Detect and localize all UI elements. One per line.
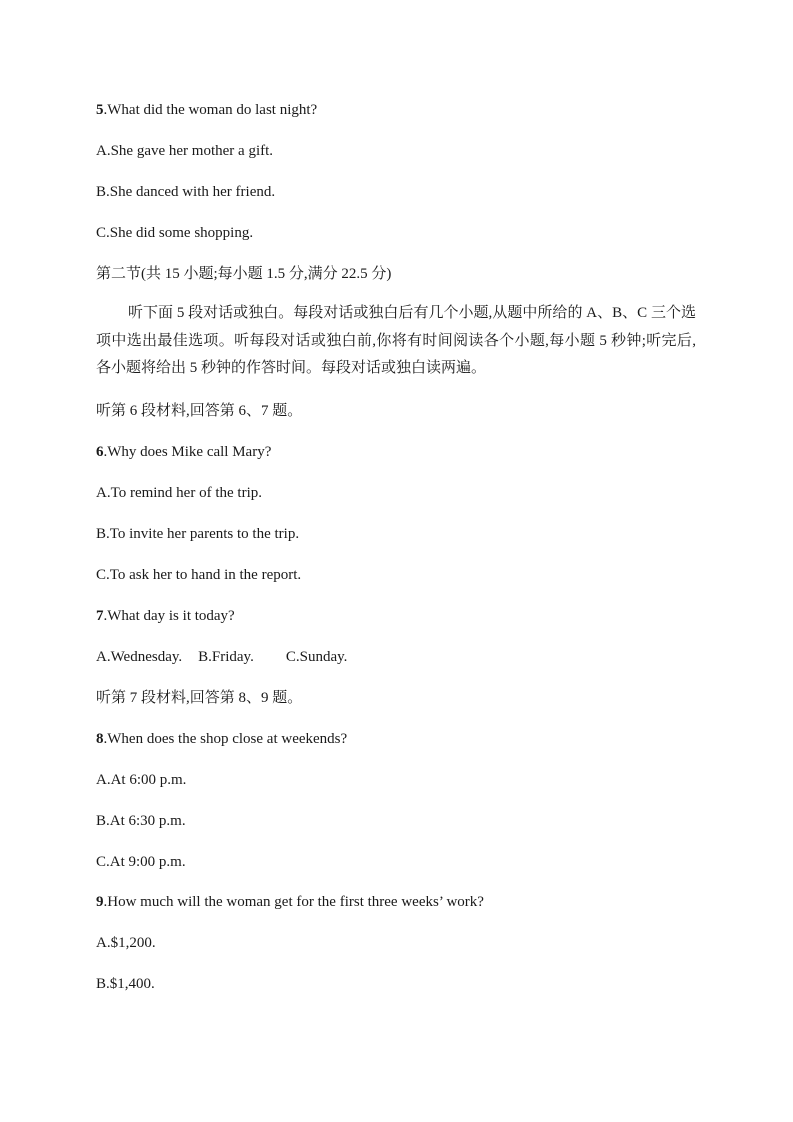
question-9 [96, 892, 484, 912]
option-6a: A.To remind her of the trip. [96, 485, 262, 501]
question-text: .What did the woman do last night? [103, 102, 318, 118]
question-text: .Why does Mike call Mary? [103, 444, 272, 460]
option-5b: B.She danced with her friend. [96, 184, 276, 200]
question-number: 7 [96, 608, 104, 624]
question-number: 9 [96, 894, 104, 910]
material-7-heading: 听第 7 段材料,回答第 8、9 题。 [96, 690, 303, 706]
option-7b: B.Friday. [198, 649, 254, 665]
question-5 [96, 100, 317, 120]
question-number: 5 [96, 102, 104, 118]
section-instructions: 听下面 5 段对话或独白。每段对话或独白后有几个小题,从题中所给的 A、B、C 三个选项中选出最佳选项。听每段对话或独白前,你将有时间阅读各个小题,每小题 5 秒钟;听完后,各小题将给出 5 秒钟的作答时间。每段对话或独白读两遍。 [96, 305, 696, 376]
question-6 [96, 442, 271, 462]
question-text: .How much will the woman get for the first three weeks’ work? [103, 894, 484, 910]
option-5a: A.She gave her mother a gift. [96, 143, 274, 159]
option-8a: A.At 6:00 p.m. [96, 772, 187, 788]
option-6c: C.To ask her to hand in the report. [96, 567, 302, 583]
option-6b: B.To invite her parents to the trip. [96, 526, 300, 542]
option-7c: C.Sunday. [285, 649, 348, 665]
question-number: 8 [96, 731, 104, 747]
question-text: .When does the shop close at weekends? [103, 731, 348, 747]
option-8c: C.At 9:00 p.m. [96, 854, 186, 870]
question-number: 6 [96, 444, 104, 460]
option-5c: C.She did some shopping. [96, 225, 254, 241]
option-8b: B.At 6:30 p.m. [96, 813, 186, 829]
option-9b: B.$1,400. [96, 976, 155, 992]
question-text: .What day is it today? [103, 608, 235, 624]
question-8 [96, 729, 347, 749]
question-7 [96, 606, 235, 626]
option-9a: A.$1,200. [96, 935, 156, 951]
options-7 [96, 647, 347, 667]
option-7a: A.Wednesday. [96, 649, 183, 665]
section-heading: 第二节(共 15 小题;每小题 1.5 分,满分 22.5 分) [96, 266, 392, 282]
material-6-heading: 听第 6 段材料,回答第 6、7 题。 [96, 403, 303, 419]
